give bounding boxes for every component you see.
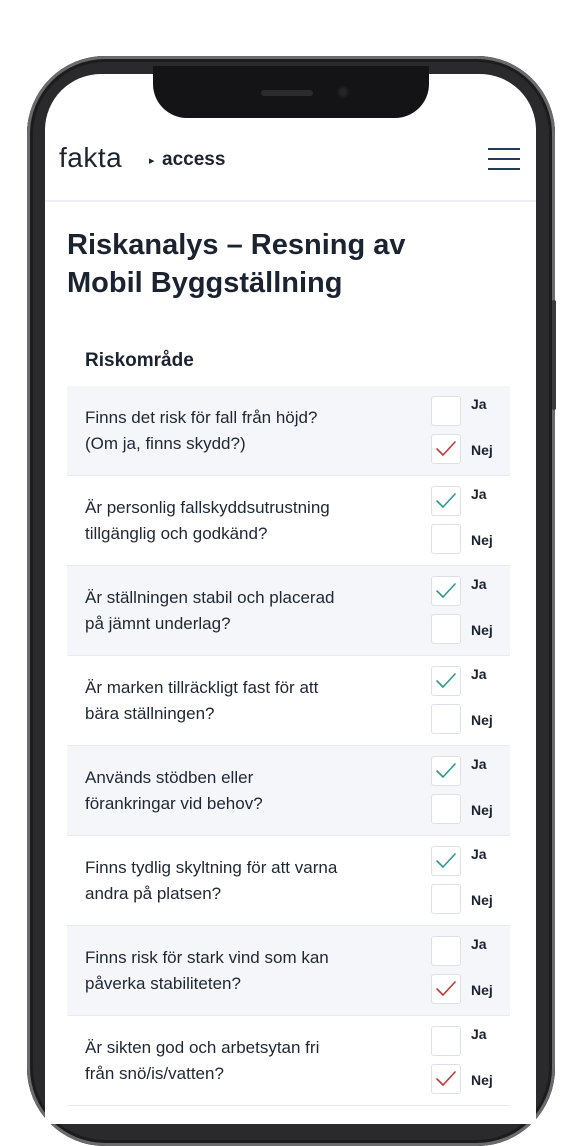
checkmark-icon (435, 490, 457, 512)
option-label-nej: Nej (471, 802, 493, 818)
option-label-nej: Nej (471, 622, 493, 638)
checkbox-nej[interactable] (431, 434, 461, 464)
question-text-inner (85, 585, 334, 637)
question-text (85, 836, 385, 925)
answer-option-ja[interactable] (431, 486, 521, 516)
checkbox-nej[interactable] (431, 704, 461, 734)
question-line-2: bära ställningen? (85, 703, 215, 723)
checkbox-nej[interactable] (431, 614, 461, 644)
menu-bar (488, 168, 520, 170)
question-text (85, 1016, 385, 1105)
option-label-nej: Nej (471, 982, 493, 998)
question-text (85, 746, 385, 835)
checkmark-icon (435, 1068, 457, 1090)
checkmark-icon (435, 670, 457, 692)
logo-access: access (162, 149, 226, 170)
option-label-ja: Ja (471, 576, 487, 592)
option-label-nej: Nej (471, 532, 493, 548)
question-text (85, 926, 385, 1015)
option-label-ja: Ja (471, 486, 487, 502)
question-list (67, 386, 510, 1106)
option-label-nej: Nej (471, 712, 493, 728)
option-label-ja: Ja (471, 936, 487, 952)
question-line-1: Finns det risk för fall från höjd? (85, 407, 318, 427)
checkbox-ja[interactable] (431, 756, 461, 786)
question-text-inner (85, 405, 317, 457)
checkmark-icon (435, 580, 457, 602)
question-row (67, 1016, 510, 1106)
question-row (67, 476, 510, 566)
option-label-ja: Ja (471, 756, 487, 772)
checkbox-nej[interactable] (431, 794, 461, 824)
answer-option-ja[interactable] (431, 576, 521, 606)
question-line-2: förankringar vid behov? (85, 793, 263, 813)
question-text (85, 566, 385, 655)
answer-option-nej[interactable] (431, 794, 521, 824)
question-line-2: på jämnt underlag? (85, 613, 231, 633)
checkbox-ja[interactable] (431, 396, 461, 426)
answer-option-ja[interactable] (431, 1026, 521, 1056)
question-line-1: Finns risk för stark vind som kan (85, 947, 329, 967)
answer-option-nej[interactable] (431, 884, 521, 914)
question-line-2: andra på platsen? (85, 883, 222, 903)
phone-side-button (552, 300, 556, 410)
answer-option-ja[interactable] (431, 846, 521, 876)
front-camera (337, 86, 349, 98)
question-row (67, 836, 510, 926)
checkbox-nej[interactable] (431, 884, 461, 914)
question-line-1: Är personlig fallskyddsutrustning (85, 497, 330, 517)
page-title-line-2: Mobil Byggställning (67, 267, 343, 299)
answer-option-nej[interactable] (431, 524, 521, 554)
answer-option-nej[interactable] (431, 704, 521, 734)
checkmark-icon (435, 850, 457, 872)
app-header (45, 134, 536, 202)
checkbox-ja[interactable] (431, 1026, 461, 1056)
answer-option-ja[interactable] (431, 936, 521, 966)
option-label-nej: Nej (471, 1072, 493, 1088)
checkbox-nej[interactable] (431, 1064, 461, 1094)
answer-option-ja[interactable] (431, 396, 521, 426)
screen (45, 74, 536, 1124)
question-row (67, 566, 510, 656)
checkbox-ja[interactable] (431, 666, 461, 696)
checkbox-nej[interactable] (431, 974, 461, 1004)
question-row (67, 386, 510, 476)
question-text-inner (85, 855, 337, 907)
question-text (85, 656, 385, 745)
question-line-1: Är sikten god och arbetsytan fri (85, 1037, 320, 1057)
answer-option-nej[interactable] (431, 974, 521, 1004)
question-text (85, 476, 385, 565)
question-row (67, 746, 510, 836)
question-text-inner (85, 495, 330, 547)
option-label-nej: Nej (471, 892, 493, 908)
answer-option-nej[interactable] (431, 434, 521, 464)
phone-notch (153, 66, 429, 118)
answer-option-ja[interactable] (431, 756, 521, 786)
logo-fakta: fakta (59, 142, 123, 173)
question-line-2: påverka stabiliteten? (85, 973, 241, 993)
question-line-1: Finns tydlig skyltning för att varna (85, 857, 338, 877)
section-label: Riskområde (85, 350, 194, 371)
hamburger-menu-icon[interactable] (488, 148, 520, 172)
checkbox-nej[interactable] (431, 524, 461, 554)
menu-bar (488, 148, 520, 150)
option-label-ja: Ja (471, 396, 487, 412)
menu-bar (488, 158, 520, 160)
question-line-2: tillgänglig och godkänd? (85, 523, 268, 543)
question-text-inner (85, 765, 263, 817)
answer-option-ja[interactable] (431, 666, 521, 696)
checkbox-ja[interactable] (431, 576, 461, 606)
option-label-nej: Nej (471, 442, 493, 458)
question-line-1: Är ställningen stabil och placerad (85, 587, 335, 607)
page-title (67, 226, 507, 302)
option-label-ja: Ja (471, 846, 487, 862)
speaker-grille (261, 90, 313, 96)
question-text-inner (85, 945, 329, 997)
checkmark-icon (435, 978, 457, 1000)
checkbox-ja[interactable] (431, 486, 461, 516)
answer-option-nej[interactable] (431, 614, 521, 644)
page-title-line-1: Riskanalys – Resning av (67, 229, 406, 261)
question-line-2: (Om ja, finns skydd?) (85, 433, 246, 453)
option-label-ja: Ja (471, 666, 487, 682)
logo-arrow-icon: ▸ (149, 155, 155, 167)
option-label-ja: Ja (471, 1026, 487, 1042)
question-text-inner (85, 675, 318, 727)
checkmark-icon (435, 760, 457, 782)
question-line-1: Är marken tillräckligt fast för att (85, 677, 319, 697)
answer-option-nej[interactable] (431, 1064, 521, 1094)
checkmark-icon (435, 438, 457, 460)
question-line-1: Används stödben eller (85, 767, 254, 787)
question-text (85, 386, 385, 475)
checkbox-ja[interactable] (431, 936, 461, 966)
question-row (67, 656, 510, 746)
checkbox-ja[interactable] (431, 846, 461, 876)
question-row (67, 926, 510, 1016)
question-text-inner (85, 1035, 319, 1087)
question-line-2: från snö/is/vatten? (85, 1063, 224, 1083)
